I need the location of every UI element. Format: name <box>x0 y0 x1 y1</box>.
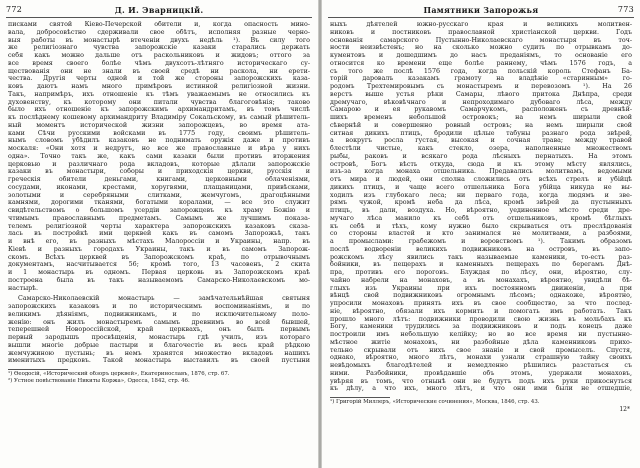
text-line: лась въ постройкѣ ими церквей какъ въ самомъ Запорожьѣ, такъ <box>8 230 310 238</box>
text-line: себя какъ можно дальше отъ раскольниковъ и жидовъ; оттого за <box>8 52 310 59</box>
text-line: къ послѣднему кошевому архимандриту Владиміру Сокальскому, въ самый рѣшитель- <box>8 114 310 121</box>
signature-mark: 12* <box>619 406 630 413</box>
text-line: верстъ выше устья рѣки Самары, лѣвого притока Днѣпра, среди <box>330 90 632 98</box>
text-line: пра, противъ его пороговъ. Блуждая по лѣсу, они, вѣроятно, слу- <box>330 269 632 276</box>
text-line: документамъ, насчитывается 56; кромѣ того, 13 часовенъ, 2 скита <box>8 261 310 269</box>
text-line: духовенству, къ которому они питали чувства благоговѣнія; таково <box>8 98 310 106</box>
text-line: со стороны властей и кто занимался не молитвами, а разбоями, <box>330 230 632 238</box>
text-line: ходилъ изъ глубокаго леса; ни перваго года, когда людямъ и зве- <box>330 191 632 199</box>
text-line: ніе, вѣроятно, обязали ихъ кормить и помогать имъ работать. Такъ <box>330 307 632 315</box>
text-line: женію: онъ жилъ монастыремъ самымъ древнимъ во всей бывшей, <box>8 318 310 326</box>
text-line: послѣ водвореніи великихъ подвижниковъ на островъ, въ запо- <box>330 245 632 253</box>
text-line: сосудами, иконами, крестами, хоругвями, плащаницами, привѣсками, <box>8 183 310 191</box>
text-line: построена была въ такъ называемомъ Самарско-Николаевскомъ мо- <box>8 276 310 284</box>
left-page-number: 772 <box>6 5 23 14</box>
left-page-body <box>8 21 310 365</box>
text-line: островѣ, Богъ вѣсть откуда, сюда и къ этому мѣсту являлись, <box>330 160 632 168</box>
right-page-number: 773 <box>617 5 634 14</box>
text-line: блестѣли чистые, какъ стекло, озера, наполненные множествомъ <box>330 145 632 152</box>
text-line: скомъ. Всѣхъ церквей въ Запорожскомъ краѣ, по отрывочнымъ <box>8 253 310 261</box>
text-line: ныхъ дѣятелей южно-русскаго края и великихъ молитвен- <box>330 21 632 28</box>
text-line: жемчужиною пустынь; въ немъ хранятся множество вкладовъ нашихъ <box>8 349 310 357</box>
text-line: казаки въ монастыри, соборы и приходскія церкви, русскія и <box>8 168 310 176</box>
text-line: и 1 монастырь въ одномъ. Первая церковь въ Запорожскомъ краѣ <box>8 269 310 276</box>
right-page <box>322 0 640 468</box>
text-line: прошло много лѣтъ: подвижники проводили свою жизнь въ мольбахъ къ <box>330 315 632 323</box>
text-line: мѣстное житіе монаховъ, ни разбойные дѣла каменниковъ прихо- <box>330 338 632 346</box>
text-line: запорожскихъ казаковъ и по историческимъ воспоминаніямъ, и по <box>8 303 310 310</box>
text-line: мучаго лѣса манило къ себѣ отъ отшельниковъ, кромѣ бѣглыхъ <box>330 214 632 222</box>
text-line: а промыслами: грабежомъ и воровствомъ ¹). Такимъ образомъ <box>330 238 632 245</box>
text-line: а вокругъ росла густая, высокая и сочная трава; между травой <box>330 137 632 145</box>
footnote: ¹) Ѳеодосій, «Исторический обзоръ церквей», Екатеринославъ, 1876, стр. 67. <box>8 371 230 377</box>
left-page-header <box>6 4 312 16</box>
left-header-rule <box>6 17 312 18</box>
text-line: чайно набрели на монаховъ, а въ монахахъ, вѣроятно, увидѣли бѣ- <box>330 276 632 284</box>
text-line: птицъ, въ дали, воздуха. Но, вѣроятно, уединенное мѣсто среди дре- <box>330 207 632 214</box>
left-running-title: Д. И. Эварницкій. <box>114 5 204 15</box>
text-line: ними. Разбойники, провѣдавшіе объ этомъ, удержали монаховъ, <box>330 369 632 377</box>
left-footnote-rule <box>8 369 68 370</box>
text-line: невѣдомыхъ благодѣтелей и немедленно рѣшились разстаться съ <box>330 362 632 369</box>
text-line: великимъ дѣяніямъ, подвижникамъ, и по исключительному поло- <box>8 310 310 318</box>
text-line: ществованія они не знали въ своей средѣ ни раскола, ни ерети- <box>8 67 310 75</box>
right-running-title: Памятники Запорожья <box>423 5 539 15</box>
text-line: дикихъ птицъ, и чаще всего отшельника Бога убійца никуда не вы- <box>330 183 632 191</box>
text-line: ковъ даютъ намъ много примѣровъ истинной религіозной жизни. <box>8 83 310 90</box>
text-line: построили имъ небольшую келійку; но во все время ни пустынно- <box>330 331 632 338</box>
right-footnotes <box>330 399 632 406</box>
text-line: изъ-за когда монаха отшельника. Предавались молитвамъ, ведомыми <box>330 168 632 176</box>
right-header-rule <box>328 17 634 18</box>
footnote: ²) Устное повѣствованіе Никиты Коржа», Одесса, 1842, стр. 46. <box>8 378 190 384</box>
text-line: теперешней Новороссійской, край церквахъ, онъ былъ первымъ <box>8 326 310 334</box>
text-line: выя работы въ монастырѣ втеченіи двухъ недѣль ¹). Въ силу того <box>8 36 310 44</box>
text-line: родомъ Трехтемировымъ съ монастыремъ и перевозомъ ¹). На 26 <box>330 83 632 90</box>
text-line: москаля: «Они хотя и недругъ, но все же православные и вѣра у нихъ <box>8 145 310 152</box>
footnote: ¹) Григорій Миллеръ, «Исторические сочинения», Москва, 1846, стр. 43. <box>330 399 540 405</box>
text-line: ками Сѣчи русскими войсками въ 1775 году, своимъ рѣшитель- <box>8 129 310 137</box>
text-line: ситная дикихъ птицъ, бродили цѣлые табуны разнаго рода звѣрей, <box>330 129 632 137</box>
text-line: греческія обители деньгами, книгами, церковными облаченіями, <box>8 176 310 183</box>
text-line: тельно скрывали отъ нихъ свое знаніе и свой промыселъ. Спустя, <box>330 346 632 354</box>
text-line: къ дѣлу, а что ихъ, много лѣтъ, и что они ими были не отшедшіе, <box>330 385 632 393</box>
left-page <box>0 0 318 468</box>
text-line: чества. Другія черты одной и той же стороны запорожскихъ каза- <box>8 75 310 83</box>
text-line: кументовъ и дошедшимъ до насъ преданіямъ, то основаніе его <box>330 52 632 59</box>
left-footnotes <box>8 371 310 385</box>
text-line: первый зародышъ просвѣщенія, монастырь гдѣ училъ, изъ котораго <box>8 334 310 341</box>
text-line: Такъ, напримѣръ, ихъ отношеніе къ тѣмъ уважаемымъ не относились къ <box>8 90 310 98</box>
text-line: съ того же послѣ 1576 года, когда польскій король Стефанъ Ба- <box>330 67 632 75</box>
text-line: настырѣ. <box>8 284 39 292</box>
text-line: торій даровалъ казакамъ грамоту на владѣніе «старинным» го- <box>330 75 632 83</box>
text-line: вышли многіе добрые пастыри и благочестіе въ весь край рѣдкою <box>8 341 310 349</box>
right-page-header <box>328 4 634 16</box>
text-line: вѣнцѣ свой подвижниковъ огромнымъ лѣсомъ; однакоже, вѣроятно, <box>330 292 632 300</box>
text-line: золотыми и серебряными слитками, жемчугомъ, драгоцѣнными <box>8 191 310 199</box>
text-line: Самарою и ея рукавомъ Самарчукомъ, расположенъ съ древнѣй- <box>330 106 632 114</box>
text-line: было ихъ отношеніе къ запорожскимъ архимандритамъ, въ томъ числѣ <box>8 106 310 114</box>
text-line: Самарско-Николаевскій монастырь — замѣчательнѣйшая святыня <box>18 295 310 303</box>
text-line: Богу, каменики трудились за подвижниковъ и подъ конецъ даже <box>330 323 632 331</box>
text-line: писками святой Кіево-Печерской обители и, когда опасность мино- <box>8 21 310 28</box>
text-line: ности неизвѣстенъ; но на сколько можно судить по отрывкамъ до- <box>330 44 632 52</box>
right-footnote-rule <box>330 397 390 398</box>
text-line: дремучаго, вѣковѣчнаго и непроходимаго дубоваго лѣса, между <box>330 98 632 106</box>
text-line: все время своего болѣе чѣмъ двухсотъ-лѣтняго историческаго су- <box>8 59 310 67</box>
text-line: церковью и различнаго рода вкладовъ, которые дѣлали запорожскіе <box>8 160 310 168</box>
text-line: нымъ словомъ убѣдилъ казаковъ не поднимать оружія даже и противъ <box>8 137 310 145</box>
text-line: же религіознаго чувства запорожскіе казаки старались держать <box>8 44 310 52</box>
text-line: глыхъ изъ Украины при ихъ постоянномъ движеніи, а при <box>330 284 632 292</box>
text-line: однако, вѣроятно, много лѣтъ, монахи узнали страшную тайну своихъ <box>330 354 632 362</box>
text-line: шихъ временъ небольшой островокъ; на немъ ширыли свой <box>330 114 632 121</box>
text-line: камнями, дорогими тканями, богатыми коралами, — все это служит <box>8 199 310 207</box>
text-line: отъ мира и людей, они сполна сложились отъ всѣхъ стрелъ и убійцѣ <box>330 176 632 183</box>
text-line: основанія самарского Пустынно-Николаевскаго монастыря въ точ- <box>330 36 632 44</box>
text-line: Кіевѣ и разныхъ городахъ Украины, такъ и въ самомъ Запорож- <box>8 245 310 253</box>
text-line: ный моментъ исторической жизни запорожцевъ, во время ата- <box>8 121 310 129</box>
text-line: рожскомъ лѣсу явились такъ называемые каменики, то-есть раз- <box>330 253 632 261</box>
text-line: именитыхъ предковъ. Такой монастырь выставилъ въ своей пустыни <box>8 357 310 365</box>
text-line: одна». Точно такъ же, какъ сами казаки были противъ вторжения <box>8 152 310 160</box>
text-line: никовъ и постниковъ православной христіанской церкви. Годъ <box>330 28 632 36</box>
text-line: относится ко времени еще болѣе раннему, чѣмъ 1576 годъ, а <box>330 59 632 67</box>
text-line: увѣряя въ томъ, что отнынѣ они не будутъ подъ ихъ руки прикоснуться <box>330 377 632 385</box>
text-line: и внѣ его, въ разныхъ мѣстахъ Малороссіи и Украины, напр. въ <box>8 238 310 245</box>
text-line: вала, добросовѣстно сдерживали свое обѣтъ, исполняя разные черно- <box>8 28 310 36</box>
text-line: къ себѣ и тѣхъ, кому нужно было скрываться отъ преслѣдованія <box>330 222 632 230</box>
text-line: чтимымъ православнымъ предметамъ. Самымъ же лучшимъ показа- <box>8 214 310 222</box>
right-page-body <box>330 21 632 393</box>
text-line: бойники, въ пещерахъ и каменныхъ пещерахъ по берегамъ Днѣ- <box>330 261 632 269</box>
text-line: телемъ религіозной черты характера запорожскихъ казаковъ сказа- <box>8 222 310 230</box>
text-line: рямъ чужой, кромѣ неба да лѣса, кромѣ звѣрей да пустынныхъ <box>330 199 632 207</box>
text-line: сѣвернѣй и совершенно ровный островъ; на немъ ширыли свой <box>330 121 632 129</box>
text-line: упросили монаховъ принять ихъ въ свое сообщество, за что послед- <box>330 300 632 307</box>
text-line: свидѣтельствомъ о большомъ усердіи запорожцевъ къ храму Божію и <box>8 207 310 214</box>
text-line: рыбы, раковъ и всякаго рода лѣсныхъ пернатыхъ. На этомъ <box>330 152 632 160</box>
